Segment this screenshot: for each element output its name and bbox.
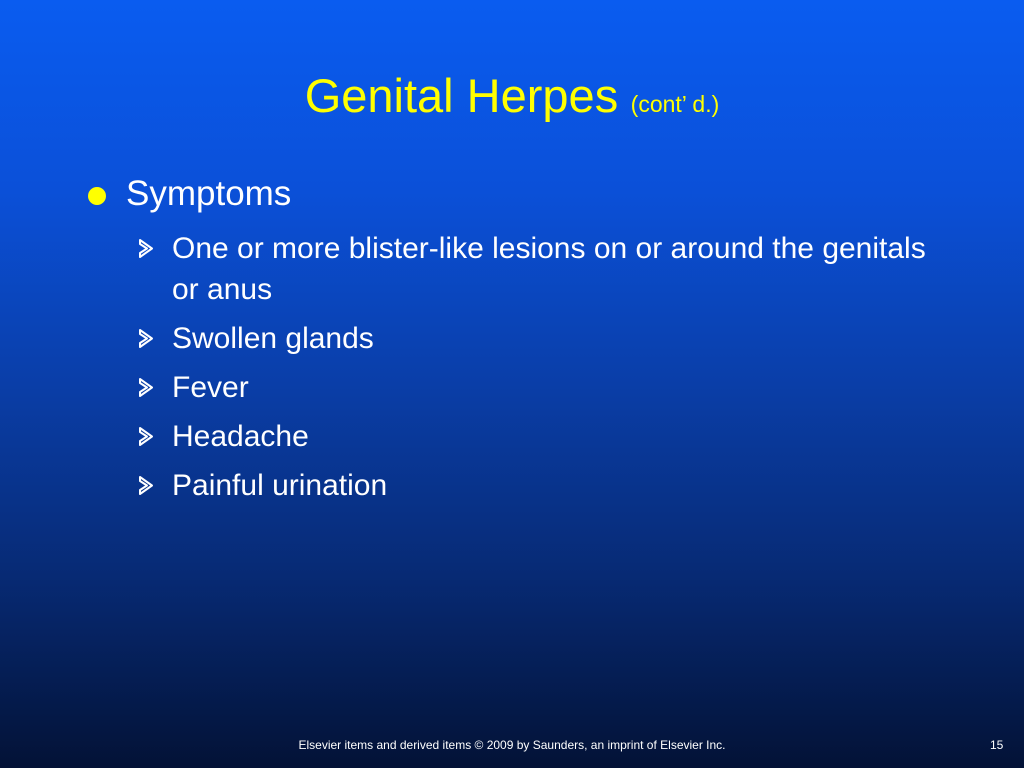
list-item — [138, 416, 938, 457]
page-number: 15 — [990, 738, 1004, 752]
list-item-text: Fever — [172, 371, 249, 404]
list-item — [138, 367, 938, 408]
chevron-arrow-icon — [138, 228, 158, 269]
list-item — [138, 465, 938, 506]
list-item-text: One or more blister-like lesions on or around the genitals or anus — [172, 232, 926, 306]
list-item — [138, 318, 938, 359]
list-item — [138, 228, 938, 310]
list-item-text: Painful urination — [172, 469, 388, 502]
list-item-text: Headache — [172, 420, 309, 453]
chevron-arrow-icon — [138, 367, 158, 408]
symptom-list — [138, 228, 938, 514]
bullet-dot-icon — [88, 187, 106, 205]
title-main: Genital Herpes — [304, 69, 619, 122]
footer-copyright: Elsevier items and derived items © 2009 by Saunders, an imprint of Elsevier Inc. — [298, 738, 726, 752]
slide-title — [0, 68, 1024, 123]
bullet-label: Symptoms — [126, 174, 292, 213]
chevron-arrow-icon — [138, 318, 158, 359]
chevron-arrow-icon — [138, 416, 158, 457]
chevron-arrow-icon — [138, 465, 158, 506]
title-suffix: (cont’ d.) — [630, 91, 720, 117]
list-item-text: Swollen glands — [172, 322, 374, 355]
bullet-symptoms — [88, 174, 291, 214]
